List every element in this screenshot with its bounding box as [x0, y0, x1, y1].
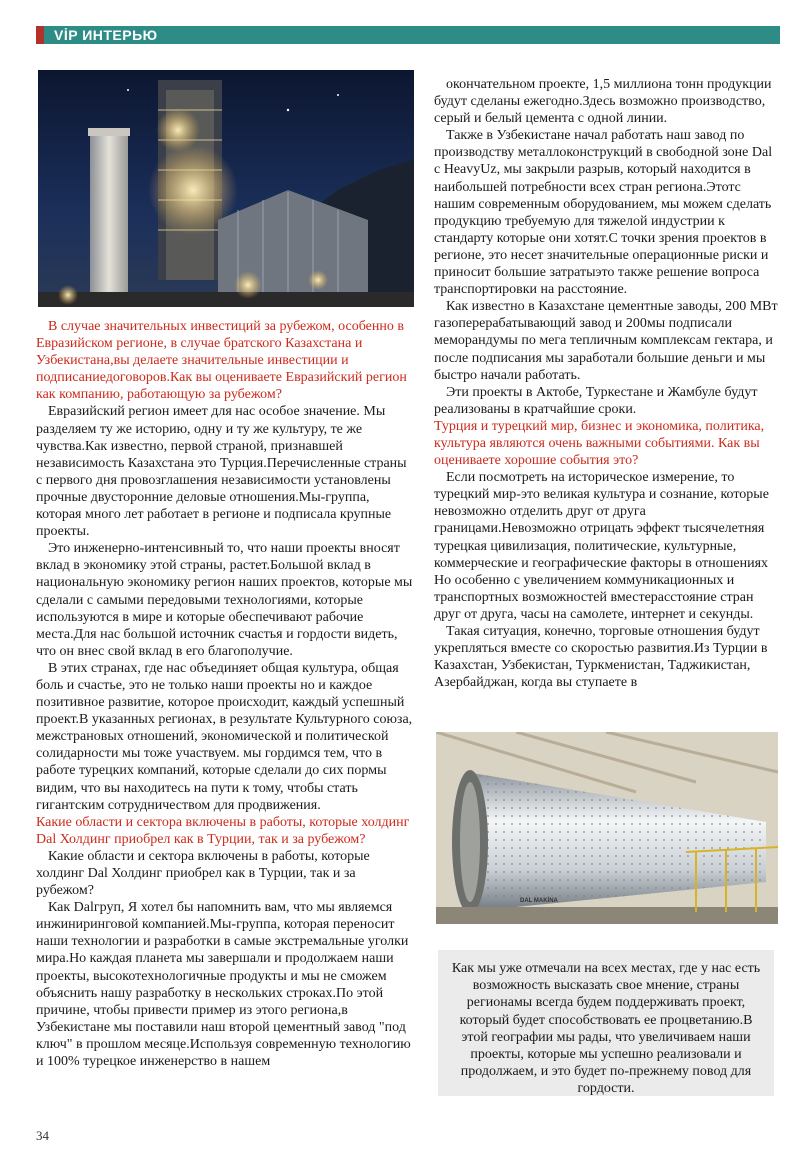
photo-ball-mill [436, 732, 778, 924]
paragraph: Эти проекты в Актобе, Туркестане и Жамбуле будут реализованы в кратчайшие сроки. [434, 384, 758, 417]
paragraph: Евразийский регион имеет для нас особое значение. Мы разделяем ту же историю, одну и ту же культуру, те же чувства.Как известно, первой страной, признавшей независимость Казахстана это Турция.Перечисленные страны с первого дня провозглашения независимости установлены прочные двусторонние деловые отношения.Мы-группа, которая много лет работает в регионе и подписала крупные проекты. [36, 404, 407, 540]
paragraph: Также в Узбекистане начал работать наш завод по производству металлоконструкций в свободной зоне Dal с HeavyUz, мы закрыли разрыв, который находится в наибольшей потребности всех стран региона.Этотс нашим современным оборудованием, мы можем сделать продукцию требуемую для тяжелой индустрии к стандарту которые они хотят.С точки зрения проектов в регионе, это несет значительные операционные риски и приносит большие затратыэто также решение вопроса транспортировки на расстояние. [434, 128, 773, 298]
paragraph: окончательном проекте, 1,5 миллиона тонн продукции будут сделаны ежегодно.Здесь возможно производство, серый и белый цемента с одной линии. [434, 77, 772, 127]
right-column [434, 76, 780, 691]
photo-night-cement-plant [38, 70, 414, 307]
section-title: VİP ИНТЕРЬЮ [54, 27, 158, 43]
paragraph: Какие области и сектора включены в работы, которые холдинг Dal Холдинг приобрел как в Турции, так и за рубежом? [36, 848, 370, 899]
question-sectors: Какие области и сектора включены в работы, которые холдинг Dal Холдинг приобрел как в Турции, так и за рубежом? [36, 814, 410, 847]
section-header-accent [36, 26, 44, 44]
question-eurasia: В случае значительных инвестиций за рубежом, особенно в Евразийском регионе, в случае братского Казахстана и Узбекистана,вы делаете значительные инвестиции и подписаниедоговоров.Как вы оцениваете Евразийский регион как компанию, работающую за рубежом? [36, 319, 407, 403]
paragraph: Это инженерно-интенсивный то, что наши проекты вносят вклад в экономику этой страны, растет.Большой вклад в национальную экономику регион наших проектов, которые мы сделали с самыми передовыми технологиями, которые используются в мире и которые обеспечивают рабочие места.Для нас большой источник счастья и гордости видеть, что он внес свой вклад в его благополучие. [36, 541, 413, 659]
paragraph: Если посмотреть на историческое измерение, то турецкий мир-это великая культура и сознание, которые невозможно отделить друг от друга границами.Невозможно отрицать эффект тысячелетняя турецкая цивилизация, политические, культурные, коммерческие и географические факторы в отношениях Но особенно с увеличением коммуникационных и транспортных возможностей вместерасстояние стран друг от друга, часы на самолете, интернет и секунды. [434, 470, 769, 622]
page-number: 34 [36, 1128, 49, 1143]
paragraph: Как известно в Казахстане цементные заводы, 200 МВт газоперерабатывающий завод и 200мы подписали меморандумы по мега тепличным комплексам гектара, и после подписания мы заработали большие деньги и мы быстро начали работать. [434, 299, 778, 383]
paragraph: В этих странах, где нас объединяет общая культура, общая боль и счастье, это не только наши проекты но и каждое позитивное развитие, которое происходит, каждый успешный проект.В указанных регионах, в результате Культурного союза, межстрановых отношений, экономической и политической солидарности мы тоже участвуем. мы гордимся тем, что в работе турецких компаний, которые сделали до сих пормы видим, что вы находитесь на пути к тому, чтобы стать гигантским сотрудничеством для продвижения. [36, 660, 413, 813]
pull-quote: Как мы уже отмечали на всех местах, где у нас есть возможность высказать свое мнение, страны регионамы всегда будем поддерживать проект, который будет способствовать ее процветанию.В этой географии мы рады, что увеличиваем наши проекты, которые мы успешно реализовали и продолжаем, и это будет по-прежнему повод для гордости. [451, 961, 761, 1097]
question-turkic-world: Турция и турецкий мир, бизнес и экономика, политика, культура являются очень важными событиями. Как вы оцениваете хорошие события это? [434, 418, 765, 469]
paragraph: Как Dalгруп, Я хотел бы напомнить вам, что мы являемся инжиниринговой компанией.Мы-группа, которая переносит наши технологии и разработки в самые экстремальные уголки мира.Но каждая планета мы завершали и продолжаем наши проекты, высокотехнологичные продукты и мы не сможем объяснить нашу разработку в нескольких строках.По этой причине, чтобы привести пример из этого региона,в Узбекистане мы поставили наш второй цементный завод "под ключ" в прошлом месяце.Используя современную технологию и 100% турецкое инженерство в нашем [36, 900, 411, 1070]
mill-label: DAL MAKİNA [520, 898, 558, 904]
paragraph: Такая ситуация, конечно, торговые отношения будут укрепляться вместе со скоростью развития.Из Турции в Казахстан, Узбекистан, Туркменистан, Таджикистан, Азербайджан, когда вы ступаете в [434, 624, 768, 691]
left-column [36, 318, 414, 1070]
